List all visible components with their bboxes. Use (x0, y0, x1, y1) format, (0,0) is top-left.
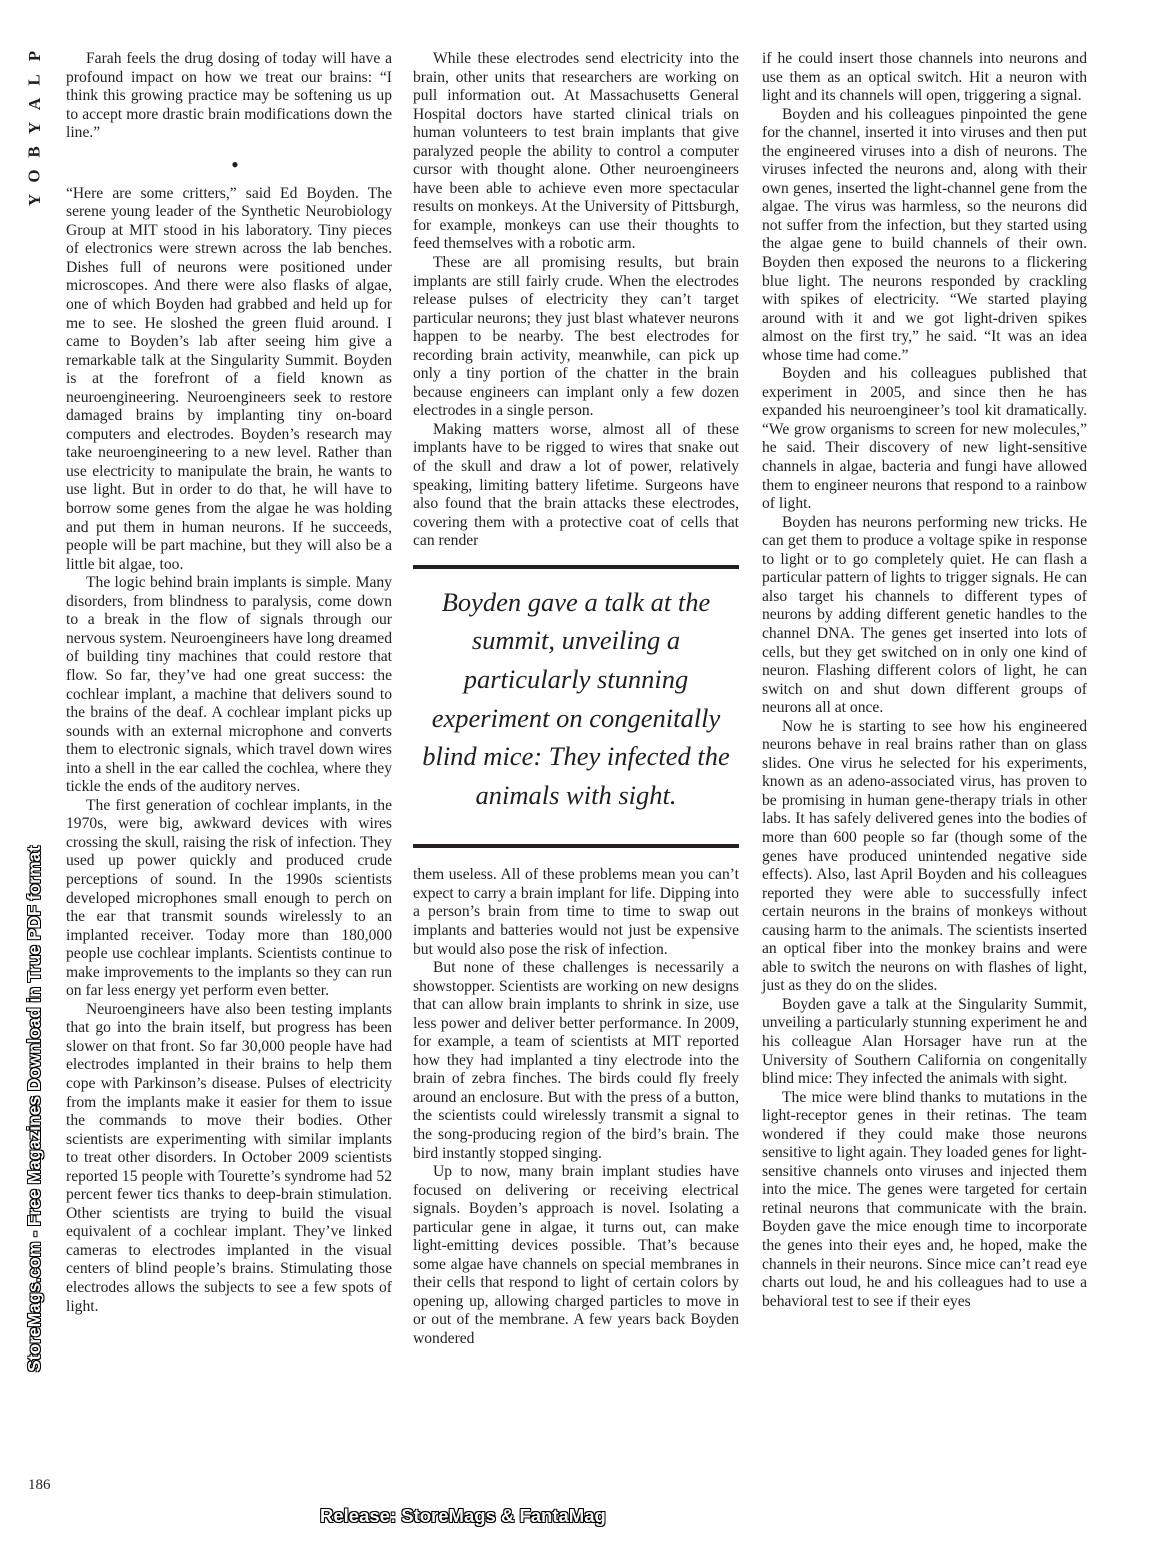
paragraph: The logic behind brain implants is simple. Many disorders, from blindness to paralysis, come down to a break in the flow of signals through our nervous system. Neuroengineers have long dreamed of building tiny machines that could restore that flow. So far, they’ve had one great success: the cochlear implant, a machine that delivers sound to the brains of the deaf. A cochlear implant picks up sounds with an external microphone and converts them to electronic signals, which travel down wires into a shell in the ear called the cochlea, where they tickle the ends of the auditory nerves. (66, 574, 392, 796)
paragraph: These are all promising results, but brain implants are still fairly crude. When the electrodes release pulses of electricity they can’t target particular neurons; they just blast whatever neurons happen to be nearby. The best electrodes for recording brain activity, meanwhile, can pick up only a tiny portion of the chatter in the brain because engineers can implant only a few dozen electrodes in a single person. (413, 254, 739, 420)
paragraph: Boyden and his colleagues pinpointed the gene for the channel, inserted it into viruses and then put the engineered viruses into a dish of neurons. The viruses infected the neurons and, along with their own genes, inserted the light-channel gene from the algae. The virus was harmless, so the neurons did not suffer from the infection, but they started using the algae gene to build channels of their own. Boyden then exposed the neurons to a flickering blue light. The neurons responded by crackling with spikes of electricity. “We started playing around with it and we got light-driven spikes almost on the first try,” he said. “It was an idea whose time had come.” (762, 105, 1087, 364)
page-number: 186 (28, 1477, 51, 1493)
paragraph: if he could insert those channels into neurons and use them as an optical switch. Hit a neuron with light and its channels will open, triggering a signal. (762, 50, 1087, 105)
magazine-name-vertical (24, 44, 46, 212)
paragraph: Boyden and his colleagues published that experiment in 2005, and since then he has expanded his neuroengineer’s tool kit dramatically. “We grow organisms to screen for new molecules,” he said. Their discovery of new light-sensitive channels in algae, bacteria and fungi have allowed them to engineer neurons that respond to a rainbow of light. (762, 365, 1087, 513)
paragraph: Boyden gave a talk at the Singularity Summit, unveiling a particularly stunning experiment he and his colleague Alan Horsager have run at the University of Southern California on congenitally blind mice: They infected the animals with sight. (762, 995, 1087, 1088)
paragraph: Now he is starting to see how his engineered neurons behave in real brains rather than on glass slides. One virus he selected for his experiments, known as an adeno-associated virus, has proven to be promising in human gene-therapy trials in other labs. It has safely delivered genes into the bodies of more than 600 people so far (though some of the genes have produced unintended negative side effects). Also, last April Boyden and his colleagues reported they were able to successfully infect certain neurons in the brains of monkeys without causing harm to the animals. The scientists inserted an optical fiber into the monkey brains and were able to switch the neurons on with flashes of light, just as they do on the slides. (762, 717, 1087, 995)
magazine-letter: B (25, 146, 44, 158)
paragraph: “Here are some critters,” said Ed Boyden. The serene young leader of the Synthetic Neurobiology Group at MIT stood in his laboratory. Tiny pieces of electronics were strewn across the lab benches. Dishes full of neurons were positioned under microscopes. And there were also flasks of algae, one of which Boyden had grabbed and held up for me to see. He sloshed the green fluid around. I came to Boyden’s lab after seeing him give a remarkable talk at the Singularity Summit. Boyden is at the forefront of a field known as neuroengineering. Neuroengineers seek to restore damaged brains by implanting tiny on-board computers and electrodes. Boyden’s research may take neuroengineering to a new level. Rather than use electricity to manipulate the brain, he wants to use light. But in order to do that, he will have to borrow some genes from the algae he was holding and put them in human neurons. If he succeeds, people will be part machine, but they will also be a little bit algae, too. (66, 184, 392, 573)
side-watermark: StoreMags.com - Free Magazines Download in True PDF format (24, 845, 44, 1372)
article-column-1 (66, 50, 392, 1316)
paragraph: The mice were blind thanks to mutations in the light-receptor genes in their retinas. The team wondered if they could make those neurons sensitive to light again. They loaded genes for light-sensitive channels onto viruses and injected them into the mice. The genes were targeted for certain retinal neurons that communicate with the brain. Boyden gave the mice enough time to incorporate the genes into their eyes and, he hoped, make the channels in their neurons. Since mice can’t read eye charts out loud, he and his colleagues had to use a behavioral test to see if their eyes (762, 1088, 1087, 1310)
release-watermark: Release: StoreMags & FantaMag (320, 1505, 606, 1526)
paragraph: The first generation of cochlear implants, in the 1970s, were big, awkward devices with wires crossing the skull, raising the risk of infection. They used up power quickly and produced crude perceptions of sound. In the 1990s scientists developed microphones small enough to perch on the ear that transmit sounds wirelessly to an implanted receiver. Today more than 180,000 people use cochlear implants. Scientists continue to make improvements to the implants so they can run on far less energy yet perform even better. (66, 796, 392, 1000)
magazine-letter: O (24, 169, 44, 183)
paragraph: But none of these challenges is necessarily a showstopper. Scientists are working on new designs that can allow brain implants to shrink in size, use less power and deliver better performance. In 2009, for example, a team of scientists at MIT reported how they had implanted a tiny electrode into the brain of zebra finches. The birds could fly freely around an enclosure. But with the press of a button, the scientists could wirelessly transmit a signal to the song-producing region of the bird’s brain. The bird instantly stopped singing. (413, 959, 739, 1162)
magazine-letter: Y (25, 193, 44, 207)
paragraph: them useless. All of these problems mean you can’t expect to carry a brain implant for life. Dipping into a person’s brain from time to time to swap out implants and batteries would not just be expensive but would also pose the risk of infection. (413, 866, 739, 958)
section-divider-bullet: • (231, 151, 239, 177)
paragraph: While these electrodes send electricity into the brain, other units that researchers are working on pull information out. At Massachusetts General Hospital doctors have started clinical trials on human volunteers to test brain implants that give paralyzed people the ability to control a computer cursor with thought alone. Other neuroengineers have been able to achieve even more spectacular results on monkeys. At the University of Pittsburgh, for example, monkeys can use their thoughts to feed themselves with a robotic arm. (413, 50, 739, 253)
paragraph: Up to now, many brain implant studies have focused on delivering or receiving electrical signals. Boyden’s approach is novel. Isolating a particular gene in algae, it turns out, can make light-emitting devices possible. That’s because some algae have channels on special membranes in their cells that respond to light of certain colors by opening up, allowing charged particles to move in or out of the membrane. A few years back Boyden wondered (413, 1163, 739, 1347)
magazine-letter: A (25, 97, 44, 111)
article-column-2 (413, 50, 739, 1349)
pull-quote: Boyden gave a talk at the summit, unveiling a particularly stunning experiment on congenitally blind mice: They infected the animals with sight. (413, 565, 739, 849)
article-column-3 (762, 50, 1087, 1311)
magazine-letter: Y (25, 121, 44, 135)
magazine-letter: P (24, 50, 44, 62)
paragraph: Farah feels the drug dosing of today will have a profound impact on how we treat our brains: “I think this growing practice may be softening us up to accept more drastic brain modifications down the line.” (66, 50, 392, 142)
paragraph: Neuroengineers have also been testing implants that go into the brain itself, but progress has been slower on that front. So far 30,000 people have had electrodes implanted in their brains to help them cope with Parkinson’s disease. Pulses of electricity from the implants make it easier for them to issue the commands to move their bodies. Other scientists are experimenting with similar implants to treat other disorders. In October 2009 scientists reported 15 people with Tourette’s syndrome had 52 percent fewer tics thanks to deep-brain stimulation. Other scientists are trying to build the visual equivalent of a cochlear implant. They’ve linked cameras to electrodes implanted in the visual centers of blind people’s brains. Stimulating those electrodes allows the subjects to see a few spots of light. (66, 1000, 392, 1315)
paragraph: Making matters worse, almost all of these implants have to be rigged to wires that snake out of the skull and draw a lot of power, relatively speaking, limiting battery lifetime. Surgeons have also found that the brain attacks these electrodes, covering them with a protective coat of cells that can render (413, 420, 739, 550)
magazine-letter: L (25, 74, 44, 86)
paragraph: Boyden has neurons performing new tricks. He can get them to produce a voltage spike in response to light or to go completely quiet. He can flash a particular pattern of lights to trigger signals. He can also target his channels to different types of neurons by adding different genetic handles to the channel DNA. The genes get inserted into lots of cells, but they get switched on in only one kind of neuron. Flashing different colors of light, he can switch on and shut down different groups of neurons all at once. (762, 513, 1087, 717)
